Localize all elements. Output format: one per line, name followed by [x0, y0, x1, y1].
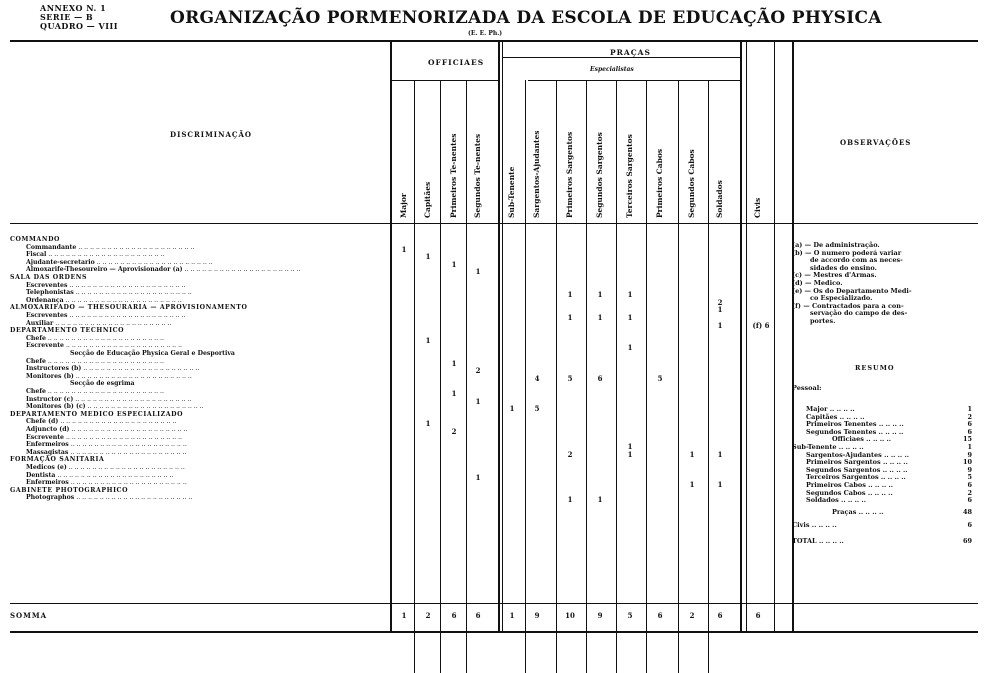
- row-label: DEPARTAMENTO TECHNICO: [10, 327, 125, 335]
- somma-cell: 9: [597, 611, 603, 620]
- observation-note: de accordo com as neces-: [810, 256, 903, 265]
- row-label: Telephonistas .. ..: [26, 289, 192, 296]
- observation-note: (b) — O numero poderá variar: [792, 248, 902, 257]
- resumo-value: 9: [967, 450, 972, 459]
- row-label: Instructor (c) .. ..: [26, 396, 191, 403]
- officiais-underline: [392, 80, 500, 81]
- observation-note: (f) — Contractados para a con-: [792, 301, 904, 310]
- row-label: Fiscal .. ..: [26, 251, 164, 258]
- somma-cell: 6: [717, 611, 723, 620]
- row-label: Instructores (b) .. ..: [26, 365, 199, 372]
- row-label: Chefe .. ..: [26, 335, 164, 342]
- row-label: Adjuncto (d) .. ..: [26, 426, 187, 433]
- table-cell: 1: [451, 259, 457, 269]
- table-cell: 1: [717, 449, 723, 459]
- table-row: [10, 479, 390, 486]
- resumo-value: 6: [967, 496, 972, 505]
- table-cell: 1: [475, 267, 481, 277]
- table-row: [10, 456, 390, 463]
- row-label: ALMOXARIFADO — THESOURARIA — APROVISIONAMENTO: [10, 304, 248, 312]
- table-cell: 2: [475, 366, 481, 376]
- somma-cell: 6: [657, 611, 663, 620]
- table-cell: 5: [534, 404, 540, 414]
- officiais-header: OFFICIAES: [428, 58, 485, 67]
- table-row: [10, 487, 390, 494]
- table-row: [10, 259, 390, 266]
- resumo-value: 6: [967, 521, 972, 530]
- column-header-4: Sub-Tenente: [507, 166, 516, 218]
- table-cell: (f) 6: [752, 320, 770, 330]
- resumo-value: 10: [962, 458, 972, 467]
- row-label: Escrevente .. ..: [26, 342, 182, 349]
- resumo-item: [792, 538, 972, 545]
- table-row: [10, 327, 390, 334]
- table-cell: 1: [451, 358, 457, 368]
- somma-cell: 6: [451, 611, 457, 620]
- column-header-11: Soldados: [715, 180, 724, 218]
- discriminacao-header: DISCRIMINAÇÃO: [170, 130, 253, 139]
- table-cell: 1: [425, 419, 431, 429]
- resumo-label: Segundos Cabos .. .. .. ..: [806, 488, 893, 497]
- table-row: [10, 342, 390, 349]
- table-row: [10, 320, 390, 327]
- column-divider: [556, 80, 557, 673]
- row-label: FORMAÇÃO SANITARIA: [10, 456, 105, 464]
- table-bottom-border: [10, 631, 978, 633]
- table-cell: 1: [597, 290, 603, 300]
- table-cell: 2: [567, 449, 573, 459]
- somma-cell: 1: [401, 611, 407, 620]
- row-label: Dentista .. ..: [26, 472, 173, 479]
- table-cell: 1: [567, 495, 573, 505]
- resumo-label: Segundos Tenentes .. .. .. ..: [806, 427, 904, 436]
- table-row: [10, 304, 390, 311]
- observation-note: servação do campo de des-: [810, 309, 908, 318]
- table-row: [10, 388, 390, 395]
- quadro-label: QUADRO — VIII: [40, 21, 118, 31]
- especialistas-underline: [528, 80, 742, 81]
- pracas-header: PRAÇAS: [610, 48, 651, 57]
- table-cell: 1: [597, 313, 603, 322]
- row-label: Enfermeiros .. ..: [26, 441, 187, 448]
- resumo-value: 69: [962, 537, 972, 545]
- table-cell: 1: [475, 396, 481, 406]
- resumo-pessoal: Pessoal:: [792, 384, 822, 392]
- column-divider: [740, 40, 742, 633]
- table-row: [10, 365, 390, 372]
- column-divider: [746, 40, 747, 633]
- table-cell: 1: [509, 404, 515, 414]
- column-divider: [502, 40, 503, 633]
- table-row: [10, 464, 390, 471]
- resumo-value: 9: [967, 465, 972, 474]
- resumo-label: Capitães .. .. .. ..: [806, 412, 865, 421]
- column-divider: [440, 80, 441, 673]
- row-label: Chefe .. ..: [26, 388, 164, 395]
- column-divider: [616, 80, 617, 673]
- organization-table: [10, 40, 978, 640]
- page-title: ORGANIZAÇÃO PORMENORIZADA DA ESCOLA DE EDUCAÇÃO PHYSICA: [170, 8, 882, 28]
- table-cell: 1: [689, 480, 695, 490]
- resumo-value: 1: [967, 443, 972, 451]
- row-label: Ajudante-secretario .. ..: [26, 259, 213, 266]
- table-cell: 1: [597, 495, 603, 505]
- somma-cell: 10: [565, 611, 575, 620]
- resumo-value: 48: [962, 507, 972, 516]
- table-row: [10, 274, 390, 281]
- row-label: Escrevente .. ..: [26, 434, 182, 441]
- table-row: [10, 411, 390, 418]
- table-row: [10, 244, 390, 251]
- row-label: Commandante .. ..: [26, 244, 194, 251]
- somma-label: SOMMA: [10, 611, 48, 620]
- table-cell: 5: [657, 373, 663, 383]
- somma-cell: 6: [755, 611, 761, 620]
- pracas-underline: [502, 57, 742, 58]
- header-bottom-border: [10, 223, 978, 224]
- row-label: Chefe .. ..: [26, 358, 164, 365]
- column-header-7: Segundos Sargentos: [595, 132, 604, 218]
- row-label: DEPARTAMENTO MEDICO ESPECIALIZADO: [10, 410, 184, 418]
- column-divider: [414, 80, 415, 673]
- column-header-9: Primeiros Cabos: [655, 148, 664, 218]
- observation-note: sidades do ensino.: [810, 263, 877, 272]
- row-label: GABINETE PHOTOGRAPHICO: [10, 486, 129, 494]
- table-cell: 1: [425, 335, 431, 345]
- table-row: [10, 297, 390, 304]
- somma-cell: 9: [534, 611, 540, 620]
- column-header-0: Major: [399, 193, 408, 218]
- row-label: Auxiliar .. ..: [26, 320, 171, 327]
- observation-note: portes.: [810, 317, 836, 325]
- resumo-value: 6: [967, 420, 972, 429]
- table-row: [10, 373, 390, 380]
- table-cell: 1: [401, 244, 407, 254]
- table-cell: 1: [689, 449, 695, 459]
- table-row: [10, 449, 390, 456]
- resumo-value: 6: [967, 427, 972, 436]
- column-divider: [678, 80, 679, 673]
- column-header-5: Sargentos-Ajudantes: [532, 130, 541, 218]
- resumo-label: Sargentos-Ajudantes .. .. .. ..: [806, 450, 909, 459]
- resumo-value: 5: [967, 473, 972, 482]
- table-row: [10, 335, 390, 342]
- column-header-10: Segundos Cabos: [687, 149, 696, 218]
- column-divider: [586, 80, 587, 673]
- table-cell: 1: [627, 449, 633, 459]
- table-cell: 1: [567, 290, 573, 300]
- somma-top-border: [10, 603, 978, 604]
- table-row: [10, 350, 390, 357]
- column-header-8: Terceiros Sargentos: [625, 134, 634, 218]
- table-cell: 1: [475, 472, 481, 482]
- observacoes-header: OBSERVAÇÕES: [840, 138, 912, 147]
- resumo-item: [806, 497, 972, 504]
- column-header-2: Primeiros Te-nentes: [449, 133, 458, 218]
- table-row: [10, 403, 390, 410]
- table-cell: 4: [534, 373, 540, 383]
- resumo-label: Segundos Sargentos .. .. .. ..: [806, 465, 908, 474]
- row-label: COMMANDO: [10, 236, 61, 243]
- table-row: [10, 380, 390, 387]
- annex-number: ANNEXO N. 1: [40, 3, 107, 13]
- somma-cell: 1: [509, 611, 515, 620]
- column-divider: [466, 80, 467, 673]
- row-label: Secção de Educação Physica Geral e Desportiva: [70, 350, 235, 357]
- somma-cell: 2: [689, 611, 695, 620]
- table-cell: 1: [627, 343, 633, 353]
- observation-note: co Especializado.: [810, 294, 873, 303]
- resumo-label: Soldados .. .. .. ..: [806, 496, 866, 505]
- table-row: [10, 434, 390, 441]
- especialistas-header: Especialistas: [590, 66, 634, 73]
- row-label: Secção de esgrima: [70, 380, 135, 388]
- column-divider: [708, 80, 709, 673]
- resumo-value: 15: [962, 435, 972, 444]
- column-divider: [774, 40, 775, 633]
- resumo-label: Primeiros Tenentes .. .. .. ..: [806, 420, 904, 429]
- column-header-12: Civis: [753, 197, 762, 218]
- table-row: [10, 282, 390, 289]
- table-cell: 1: [627, 313, 633, 322]
- table-cell: 2: [451, 427, 457, 436]
- table-row: [10, 441, 390, 448]
- column-header-1: Capitães: [423, 181, 432, 218]
- row-label: Medicos (e) .. ..: [26, 464, 185, 471]
- resumo-label: Terceiros Sargentos .. .. .. ..: [806, 473, 906, 482]
- somma-cell: 5: [627, 611, 633, 620]
- column-divider: [646, 80, 647, 673]
- resumo-value: 1: [967, 405, 972, 413]
- table-cell: 1: [567, 313, 573, 322]
- row-label: Photographos .. ..: [26, 494, 192, 501]
- page-subtitle: (E. E. Ph.): [468, 30, 503, 37]
- row-label: SALA DAS ORDENS: [10, 274, 88, 281]
- somma-cell: 2: [425, 611, 431, 620]
- annex-block: [40, 4, 118, 31]
- row-label: Enfermeiros .. ..: [26, 479, 187, 486]
- row-label: Almoxarife-Thesoureiro — Aprovisionador (a) .. ..: [26, 266, 301, 273]
- table-row: [10, 418, 390, 425]
- row-label: Massagistas .. ..: [26, 449, 186, 456]
- table-cell: 5: [567, 373, 573, 383]
- resumo-value: 2: [967, 488, 972, 497]
- resumo-label: Primeiros Cabos .. .. .. ..: [806, 481, 894, 489]
- observation-note: (c) — Mestres d'Armas.: [792, 271, 877, 280]
- resumo-label: Primeiros Sargentos .. .. .. ..: [806, 458, 908, 467]
- row-label: Monitores (b) .. ..: [26, 373, 192, 380]
- resumo-value: 2: [967, 412, 972, 421]
- resumo-value: 6: [967, 481, 972, 489]
- column-divider: [390, 40, 392, 633]
- serie-label: SERIE — B: [40, 12, 94, 22]
- row-label: Monitores (b) (c) .. ..: [26, 403, 204, 410]
- table-cell: 6: [597, 373, 603, 383]
- table-row: [10, 426, 390, 433]
- table-cell: 2: [717, 297, 723, 307]
- table-row: [10, 472, 390, 479]
- table-row: [10, 494, 390, 501]
- table-row: [10, 266, 390, 273]
- row-label: Chefe (d) .. ..: [26, 418, 176, 425]
- column-divider: [498, 40, 500, 633]
- resumo-label: Officiaes .. .. .. ..: [832, 435, 892, 444]
- table-cell: 1: [627, 442, 633, 452]
- table-cell: 1: [717, 320, 723, 330]
- column-header-3: Segundos Te-nentes: [473, 133, 482, 218]
- observation-note: (e) — Os do Departamento Medi-: [792, 286, 912, 295]
- resumo-title: RESUMO: [855, 364, 895, 372]
- resumo-label: Sub-Tenente .. .. .. ..: [792, 443, 864, 451]
- resumo-label: TOTAL .. .. .. ..: [792, 537, 844, 545]
- resumo-label: Praças .. .. .. ..: [832, 507, 884, 516]
- table-row: [10, 396, 390, 403]
- table-cell: 1: [717, 305, 723, 315]
- table-cell: 1: [627, 290, 633, 300]
- resumo-label: Major .. .. .. ..: [806, 405, 855, 413]
- table-row: [10, 236, 390, 243]
- table-cell: 1: [425, 252, 431, 262]
- observation-note: (d) — Medico.: [792, 279, 843, 287]
- row-label: Escreventes .. ..: [26, 312, 186, 319]
- somma-cell: 6: [475, 611, 481, 620]
- column-header-6: Primeiros Sargentos: [565, 131, 574, 218]
- resumo-label: Civis .. .. .. ..: [792, 521, 837, 530]
- table-row: [10, 289, 390, 296]
- resumo-item: [832, 509, 972, 516]
- row-label: Ordenança .. ..: [26, 297, 182, 304]
- observation-note: (a) — De administração.: [792, 241, 880, 249]
- resumo-item: [792, 522, 972, 529]
- table-top-border: [10, 40, 978, 42]
- table-cell: 1: [717, 480, 723, 490]
- table-row: [10, 358, 390, 365]
- table-row: [10, 312, 390, 319]
- table-row: [10, 251, 390, 258]
- row-label: Escreventes .. ..: [26, 282, 186, 289]
- table-cell: 1: [451, 389, 457, 398]
